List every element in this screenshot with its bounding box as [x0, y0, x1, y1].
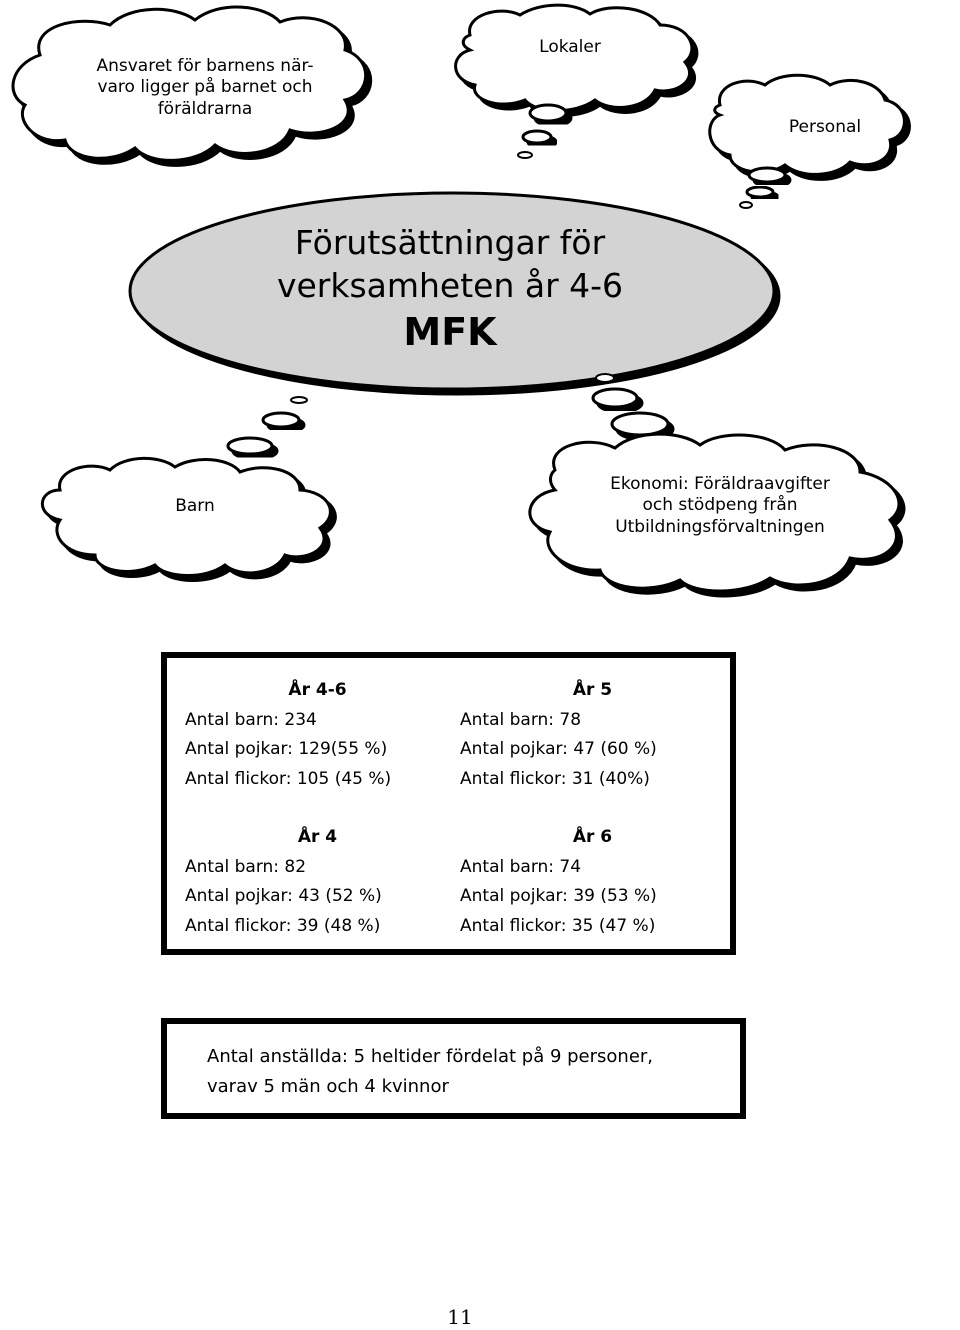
page-number: 11 [447, 1305, 473, 1329]
bubble [612, 413, 668, 435]
stats-group-grade-6 [460, 823, 725, 941]
stats-line: Antal barn: 74 [460, 856, 582, 877]
stats-heading: År 4 [297, 827, 338, 847]
stats-group-grade-4 [185, 823, 445, 941]
bubble [740, 202, 752, 208]
stats-line: Antal pojkar: 129(55 %) [185, 739, 388, 759]
center-title-line: verksamheten år 4-6 [276, 265, 624, 305]
stats-heading: År 6 [572, 827, 613, 847]
bubble [523, 131, 551, 143]
stats-line: Antal flickor: 31 (40%) [460, 768, 650, 789]
economy-text [565, 474, 875, 538]
stats-box [161, 652, 736, 955]
center-title [150, 222, 750, 357]
stats-line: Antal barn: 234 [185, 709, 317, 730]
stats-line: Antal barn: 82 [185, 856, 307, 877]
economy-line: Utbildningsförvaltningen [615, 516, 825, 537]
stats-group-grade-4-6 [185, 676, 445, 794]
stats-line: Antal pojkar: 43 (52 %) [185, 886, 382, 906]
bubble [291, 397, 307, 403]
stats-line: Antal pojkar: 47 (60 %) [460, 739, 657, 759]
stats-group-grade-5 [460, 676, 725, 794]
bubble [263, 413, 299, 427]
bubble [747, 187, 773, 197]
staff-line: varav 5 män och 4 kvinnor [207, 1076, 449, 1097]
premises-label: Lokaler [539, 37, 601, 57]
stats-line: Antal pojkar: 39 (53 %) [460, 886, 657, 906]
staff-line: Antal anställda: 5 heltider fördelat på 9 personer, [207, 1046, 654, 1067]
stats-line: Antal flickor: 39 (48 %) [185, 915, 381, 936]
stats-heading: År 4-6 [288, 680, 347, 700]
responsibility-line: varo ligger på barnet och [97, 77, 313, 98]
staff-box [161, 1018, 746, 1119]
bubble [518, 152, 532, 158]
children-label: Barn [175, 496, 215, 516]
personnel-label: Personal [788, 117, 862, 137]
center-title-line: Förutsättningar för [294, 223, 606, 262]
stats-line: Antal flickor: 105 (45 %) [185, 768, 392, 789]
bubble [228, 438, 272, 454]
stats-heading: År 5 [572, 680, 613, 700]
staff-text [207, 1042, 653, 1102]
center-subtitle: MFK [403, 309, 497, 354]
bubble [593, 389, 637, 407]
responsibility-line: föräldrarna [157, 98, 253, 119]
stats-line: Antal barn: 78 [460, 709, 582, 730]
stats-line: Antal flickor: 35 (47 %) [460, 915, 656, 936]
bubble [530, 105, 566, 121]
economy-line: och stödpeng från [642, 495, 798, 516]
responsibility-line: Ansvaret för barnens när- [96, 56, 314, 76]
bubble [749, 168, 785, 182]
bubble [596, 374, 614, 382]
economy-line: Ekonomi: Föräldraavgifter [610, 474, 830, 494]
responsibility-text [60, 56, 350, 120]
